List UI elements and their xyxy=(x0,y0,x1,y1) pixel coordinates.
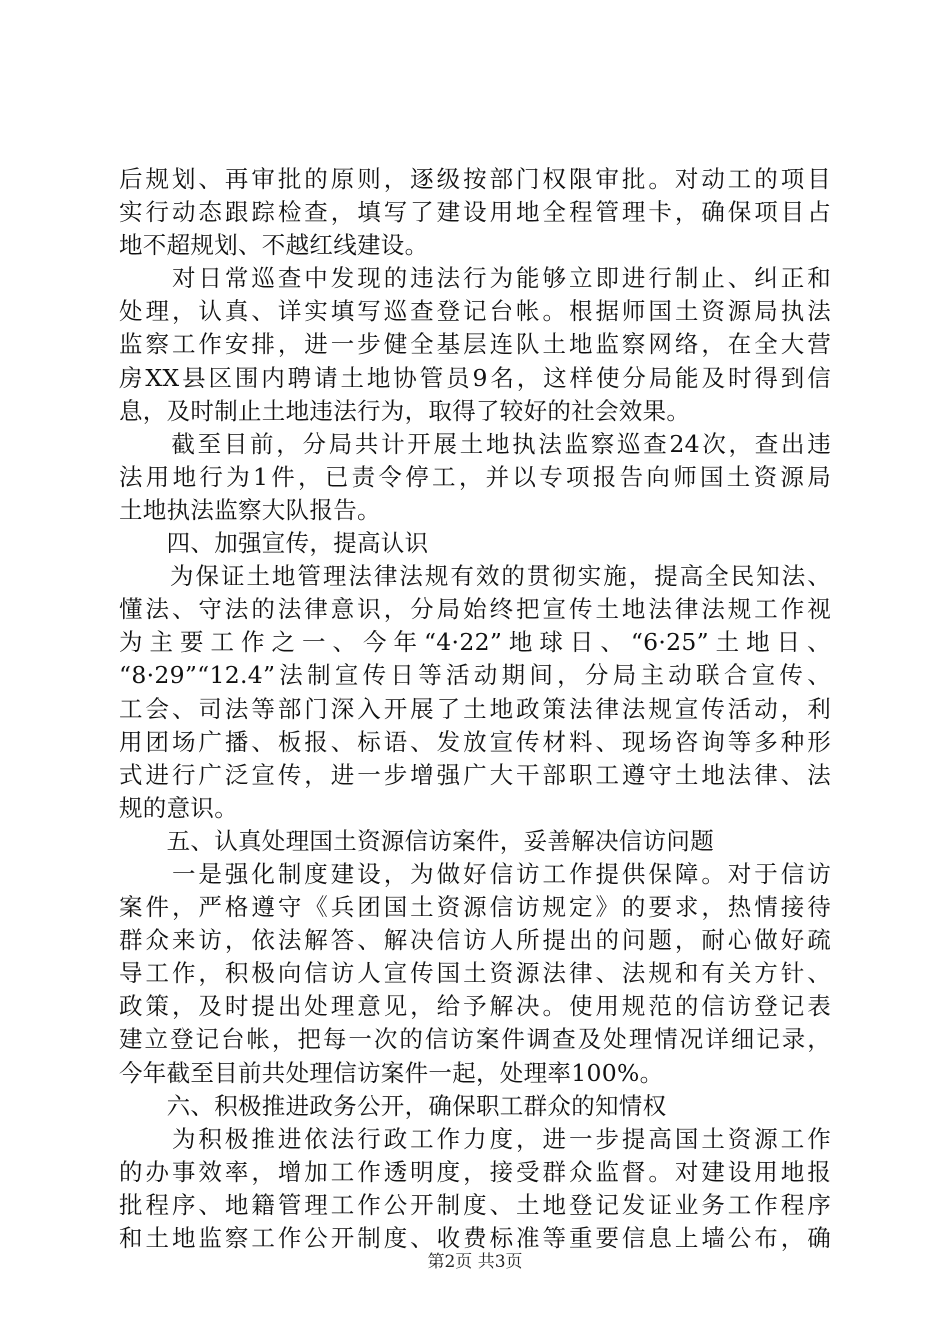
text-line: 建立登记台帐，把每一次的信访案件调查及处理情况详细记录， xyxy=(119,1025,831,1054)
text-line: 今年截至目前共处理信访案件一起，处理率100%。 xyxy=(119,1058,664,1087)
text-line: 对日常巡查中发现的违法行为能够立即进行制止、纠正和 xyxy=(119,264,831,293)
text-line: 监察工作安排，进一步健全基层连队土地监察网络，在全大营 xyxy=(119,330,831,359)
text-line: “8·29”“12.4”法制宣传日等活动期间，分局主动联合宣传、 xyxy=(119,661,831,690)
text-line: 土地执法监察大队报告。 xyxy=(119,495,381,524)
text-line: 为保证土地管理法律法规有效的贯彻实施，提高全民知法、 xyxy=(119,562,831,591)
page-footer: 第2页 共3页 xyxy=(427,1252,523,1272)
text-line: 工会、司法等部门深入开展了土地政策法律法规宣传活动，利 xyxy=(119,694,831,723)
text-line: 用团场广播、板报、标语、发放宣传材料、现场咨询等多种形 xyxy=(119,727,831,756)
text-line: 的办事效率，增加工作透明度，接受群众监督。对建设用地报 xyxy=(119,1157,831,1186)
text-line: 后规划、再审批的原则，逐级按部门权限审批。对动工的项目 xyxy=(119,165,831,193)
text-line: 一是强化制度建设，为做好信访工作提供保障。对于信访 xyxy=(119,859,831,888)
text-line: 群众来访，依法解答、解决信访人所提出的问题，耐心做好疏 xyxy=(119,926,831,955)
text-line: 规的意识。 xyxy=(119,793,238,822)
text-line: 实行动态跟踪检查，填写了建设用地全程管理卡，确保项目占 xyxy=(119,198,831,227)
text-line: 政策，及时提出处理意见，给予解决。使用规范的信访登记表 xyxy=(119,992,831,1021)
text-line: 地不超规划、不越红线建设。 xyxy=(119,231,429,260)
text-line: 法用地行为1件，已责令停工，并以专项报告向师国土资源局 xyxy=(119,462,831,491)
text-line: 六、积极推进政务公开，确保职工群众的知情权 xyxy=(119,1091,667,1120)
text-line: 为主要工作之一、今年“4·22”地球日、“6·25”土地日、 xyxy=(119,628,831,657)
text-line: 截至目前，分局共计开展土地执法监察巡查24次，查出违 xyxy=(119,429,831,458)
text-line: 和土地监察工作公开制度、收费标准等重要信息上墙公布，确 xyxy=(119,1224,831,1252)
text-line: 五、认真处理国土资源信访案件，妥善解决信访问题 xyxy=(119,826,714,855)
text-line: 批程序、地籍管理工作公开制度、土地登记发证业务工作程序 xyxy=(119,1190,831,1219)
text-line: 四、加强宣传，提高认识 xyxy=(119,529,429,558)
text-line: 处理，认真、详实填写巡查登记台帐。根据师国土资源局执法 xyxy=(119,297,831,326)
text-line: 懂法、守法的法律意识，分局始终把宣传土地法律法规工作视 xyxy=(119,595,831,624)
text-line: 为积极推进依法行政工作力度，进一步提高国土资源工作 xyxy=(119,1124,831,1153)
text-line: 案件，严格遵守《兵团国土资源信访规定》的要求，热情接待 xyxy=(119,893,831,922)
text-line: 息，及时制止土地违法行为，取得了较好的社会效果。 xyxy=(119,396,691,425)
text-line: 房XX县区围内聘请土地协管员9名，这样使分局能及时得到信 xyxy=(119,363,831,392)
text-line: 导工作，积极向信访人宣传国土资源法律、法规和有关方针、 xyxy=(119,959,831,988)
document-body xyxy=(119,163,831,1255)
text-line: 式进行广泛宣传，进一步增强广大干部职工遵守土地法律、法 xyxy=(119,760,831,789)
